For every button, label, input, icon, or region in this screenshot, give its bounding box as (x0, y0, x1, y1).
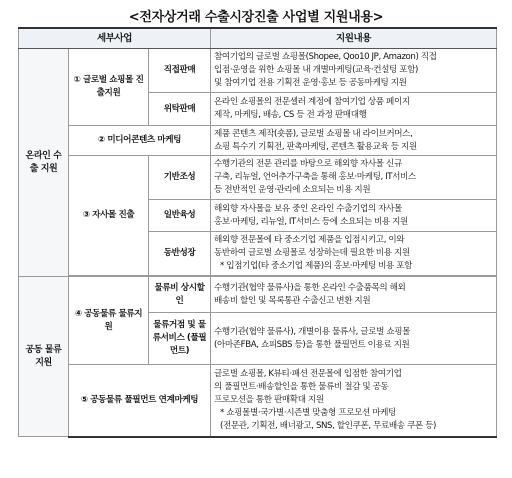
content-growth (211, 200, 497, 232)
text-line: 참여기업의 글로벌 쇼핑몰(Shopee, Qoo10 JP, Amazon) 직접 (214, 52, 437, 62)
table-row (19, 126, 497, 156)
note-line: (전문관, 기획전, 배너광고, SNS, 할인쿠폰, 무료배송 쿠폰 등) (220, 420, 436, 431)
note-line: * 쇼핑몰별·국가별·시즌별 맞춤형 프로모션 마케팅 (220, 407, 396, 418)
subprogram-base: 기반조성 (149, 156, 211, 200)
text-line: 홍보·마케팅, 리뉴얼, IT서비스 등에 소요되는 비용 지원 (214, 216, 408, 227)
program-global-mall: ① 글로벌 쇼핑몰 진출지원 (69, 49, 149, 126)
text-line: 제작, 마케팅, 배송, CS 등 전 과정 판매대행 (214, 110, 367, 120)
text-line: 수행기관(협약 물류사), 개별이용 물류사, 글로벌 쇼핑몰 (214, 326, 411, 337)
content-fulfillment (211, 313, 497, 365)
subprogram-fulfillment: 물류거점 및 물류서비스 (풀필먼트) (149, 313, 211, 365)
subprogram-together: 동반성장 (149, 232, 211, 276)
content-together (211, 232, 497, 276)
content-direct-sale (211, 49, 497, 93)
table-header-row (19, 28, 497, 49)
subprogram-growth: 일반육성 (149, 200, 211, 232)
text-line: 배송비 할인 및 목록통관 수출신고 변환 지원 (214, 295, 371, 306)
group-logistics: 공동 물류 지원 (19, 277, 69, 437)
content-consign-sale (211, 93, 497, 126)
subprogram-direct-sale: 직접판매 (149, 49, 211, 93)
content-discount (211, 277, 497, 313)
group-online: 온라인 수출 지원 (19, 49, 69, 277)
text-line: 해외향 자사몰을 보유 중인 온라인 수출기업의 자사몰 (214, 203, 402, 214)
table-row (19, 277, 497, 313)
text-line: 수행기관(협약 물류사)을 통한 온라인 수출품목의 해외 (214, 282, 406, 293)
subprogram-consign-sale: 위탁판매 (149, 93, 211, 126)
program-fulfillment-marketing: ⑤ 공동물류 풀필먼트 연계마케팅 (69, 365, 211, 437)
text-line: 동반하여 글로벌 쇼핑몰로 성장하는데 필요한 비용 지원 (214, 248, 410, 258)
text-line: 글로벌 쇼핑몰, K뷰티·패션 전문몰에 입점한 참여기업 (214, 368, 402, 379)
content-base (211, 156, 497, 200)
subprogram-discount: 물류비 상시할인 (149, 277, 211, 313)
content-media (211, 126, 497, 156)
text-line: 온라인 쇼핑몰의 전문셀러 계정에 참여기업 상품 페이지 (214, 97, 410, 107)
text-line: 수행기관의 전문 관리를 바탕으로 해외향 자사몰 신규 (214, 159, 402, 169)
text-line: 제품 콘텐츠 제작(숏폼), 글로벌 쇼핑몰 내 라이브커머스, (214, 128, 413, 139)
text-line: 쇼핑 특수기 기획전, 판촉마케팅, 콘텐츠 활용교육 등 지원 (214, 141, 417, 152)
text-line: 의 풀필먼트·배송할인을 통한 물류비 절감 및 공동 (214, 381, 389, 392)
note-line: * 입점기업(타 중소기업 제품)의 홍보·마케팅 비용 포함 (220, 261, 413, 271)
header-content: 지원내용 (211, 28, 497, 49)
text-line: 구축, 리뉴얼, 언어추가구축을 통해 홍보·마케팅, IT서비스 (214, 172, 416, 182)
text-line: 입점·운영을 위한 쇼핑몰 내 개별마케팅(교육·컨설팅 포함) (214, 65, 418, 75)
text-line: (아마존FBA, 쇼피SBS 등)을 통한 풀필먼트 이용료 지원 (214, 339, 410, 350)
table-row (19, 156, 497, 200)
program-joint-logistics: ④ 공동물류 물류지원 (69, 277, 149, 365)
program-own-mall: ③ 자사몰 진출 (69, 156, 149, 276)
content-fulfillment-marketing (211, 365, 497, 437)
text-line: 및 참여기업 전용 기획전 운영·홍보 등 공동마케팅 지원 (214, 78, 407, 88)
header-category: 세부사업 (19, 28, 211, 49)
page-title: <전자상거래 수출시장진출 사업별 지원내용> (128, 10, 384, 25)
table-row (19, 365, 497, 437)
support-table (18, 27, 497, 438)
text-line: 등 전반적인 운영·관리에 소요되는 비용 지원 (214, 185, 371, 195)
text-line: 해외향 전문몰에 타 중소기업 제품을 입점시키고, 이와 (214, 235, 405, 245)
text-line: 프로모션을 통한 판매확대 지원 (214, 394, 324, 405)
table-row (19, 49, 497, 93)
program-media-content: ② 미디어콘텐츠 마케팅 (69, 126, 211, 156)
